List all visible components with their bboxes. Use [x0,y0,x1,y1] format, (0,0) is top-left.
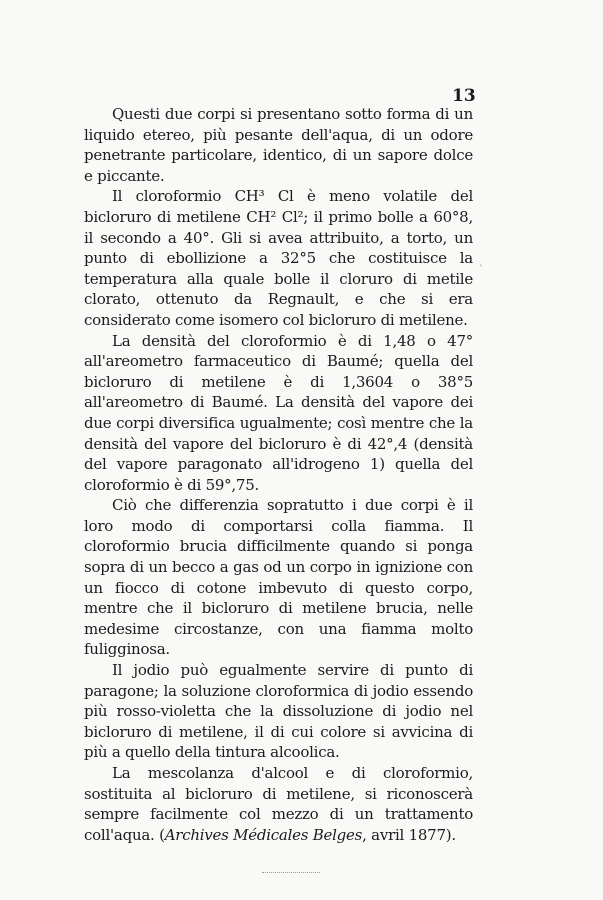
source-title: Archives Médicales Belges [164,825,363,844]
footer-ornament [262,872,320,873]
source-date: , avril 1877). [362,825,456,844]
margin-mark: ` [479,265,484,276]
paragraph-2: Il cloroformio CH³ Cl è meno volatile del bicloruro di metilene CH² Cl²; il primo bolle a 60°8, il secondo a 40°. Gli si avea attribuito, a torto, un punto di ebollizione a 32°5 che costituisce la temperatura alla quale bolle il cloruro di metile clorato, ottenuto da Regnault, e che si era considerato come isomero col bicloruro di metilene. [84,187,473,329]
paragraph-5: Il jodio può egualmente servire di punto di paragone; la soluzione cloroformica di jodio essendo più rosso-violetta che la dissoluzione di jodio nel bicloruro di metilene, il di cui colore si avvicina di più a quello della tintura alcoolica. [84,661,473,762]
paragraph-6-text: La mescolanza d'alcool e di cloroformio, sostituita al bicloruro di metilene, si riconoscerà sempre facilmente col mezzo di un trattamento coll'aqua. ( [84,764,473,844]
paragraph-3: La densità del cloroformio è di 1,48 o 47° all'areometro farmaceutico di Baumé; quella del bicloruro di metilene è di 1,3604 o 38°5 all'areometro di Baumé. La densità del vapore dei due corpi diversifica ugualmente; così mentre che la densità del vapore del bicloruro è di 42°,4 (densità del vapore paragonato all'idrogeno 1) quella del cloroformio è di 59°,75. [84,331,473,494]
paragraph-4: Ciò che differenzia sopratutto i due corpi è il loro modo di comportarsi colla fiamma. Il cloroformio brucia difficilmente quando si ponga sopra di un becco a gas od un corpo in ignizione con un fiocco di cotone imbevuto di questo corpo, mentre che il bicloruro di metilene brucia, nelle medesime circostanze, con una fiamma molto fuligginosa. [84,496,473,659]
page-number: 13 [452,86,476,106]
paragraph-1: Questi due corpi si presentano sotto forma di un liquido etereo, più pesante dell'aqua, di un odore penetrante particolare, identico, di un sapore dolce e piccante. [84,105,473,185]
paragraph-6 [84,763,473,845]
body-text [84,104,473,845]
